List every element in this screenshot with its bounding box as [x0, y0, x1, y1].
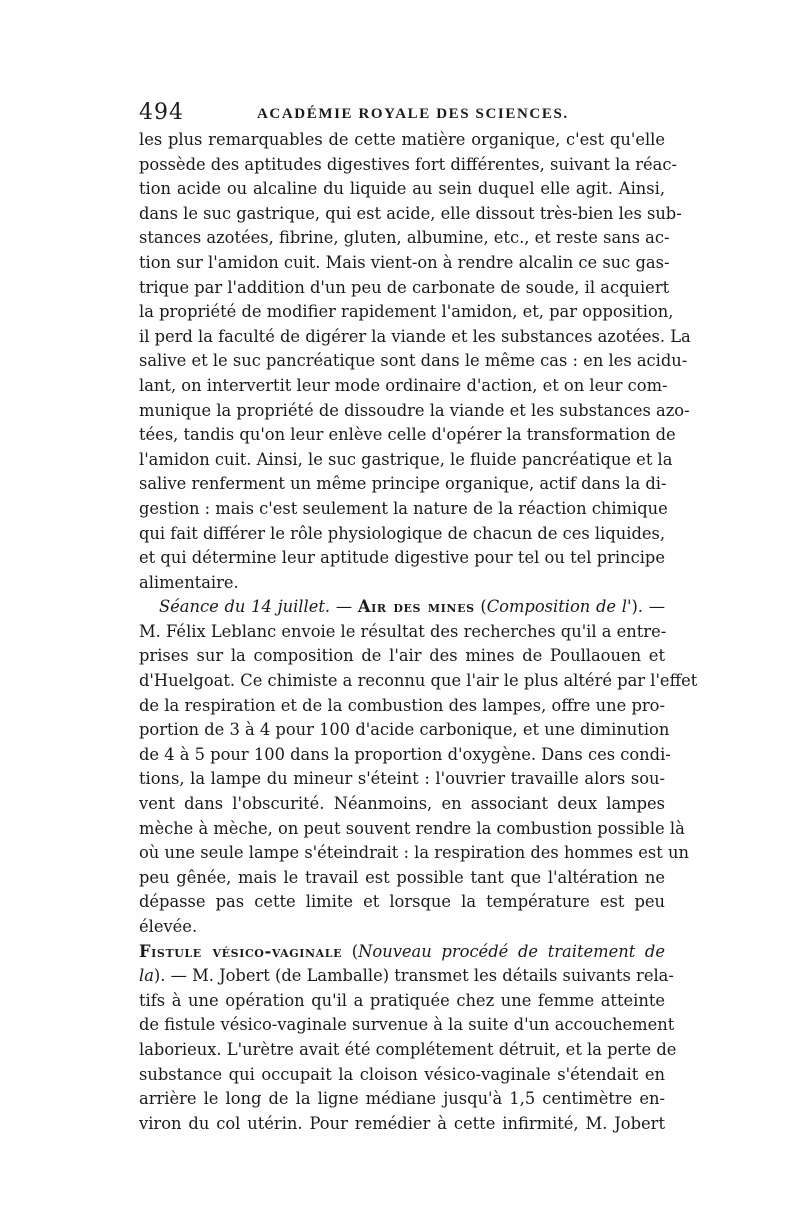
section-subtitle: Nouveau procédé de traitement de [358, 941, 665, 961]
paragraph-fistule [139, 940, 677, 1137]
text-line: tées, tandis qu'on leur enlève celle d'opérer la transformation de [139, 425, 676, 445]
text-line: vent dans l'obscurité. Néanmoins, en associant deux lampes [139, 794, 665, 814]
text-line: dans le suc gastrique, qui est acide, elle dissout très-bien les sub- [139, 203, 682, 223]
heading-paren-open: ( [342, 941, 359, 961]
text-line: stances azotées, fibrine, gluten, albumine, etc., et reste sans ac- [139, 228, 670, 248]
text-line: salive et le suc pancréatique sont dans le même cas : en les acidu- [139, 351, 688, 371]
page-number: 494 [139, 100, 184, 125]
text-line: et qui détermine leur aptitude digestive pour tel ou tel principe [139, 548, 665, 568]
text-line: de fistule vésico-vaginale survenue à la suite d'un accouchement [139, 1015, 675, 1035]
text-line: peu gênée, mais le travail est possible tant que l'altération ne [139, 867, 665, 887]
text-line: substance qui occupait la cloison vésico-vaginale s'étendait en [139, 1064, 665, 1084]
text-line: munique la propriété de dissoudre la viande et les substances azo- [139, 400, 690, 420]
heading-paren-open: ( [474, 597, 487, 617]
text-line: les plus remarquables de cette matière organique, c'est qu'elle [139, 130, 665, 149]
session-date: Séance du 14 juillet. [159, 597, 331, 617]
paragraph-digestion [139, 128, 691, 595]
text-line: arrière le long de la ligne médiane jusqu'à 1,5 centimètre en- [139, 1089, 665, 1109]
text-line: lant, on intervertit leur mode ordinaire d'action, et on leur com- [139, 375, 668, 395]
text-line: tion acide ou alcaline du liquide au sein duquel elle agit. Ainsi, [139, 179, 665, 199]
text-line: possède des aptitudes digestives fort différentes, suivant la réac- [139, 154, 677, 174]
text-line: trique par l'addition d'un peu de carbonate de soude, il acquiert [139, 277, 670, 297]
heading-dash: — [330, 597, 358, 617]
text-line: il perd la faculté de digérer la viande et les substances azotées. La [139, 326, 691, 346]
section-title: Air des mines [357, 597, 475, 617]
heading-paren-close: ). — [631, 597, 665, 617]
text-line: viron du col utérin. Pour remédier à cette infirmité, M. Jobert [139, 1113, 665, 1133]
text-line: alimentaire. [139, 572, 239, 592]
text-line: qui fait différer le rôle physiologique de chacun de ces liquides, [139, 523, 666, 543]
text-line: tifs à une opération qu'il a pratiquée chez une femme atteinte [139, 990, 665, 1010]
text-line: l'amidon cuit. Ainsi, le suc gastrique, le fluide pancréatique et la [139, 449, 673, 469]
text-line: mèche à mèche, on peut souvent rendre la combustion possible là [139, 818, 685, 838]
section-heading-air-des-mines [139, 595, 665, 620]
text-line: dépasse pas cette limite et lorsque la température est peu [139, 892, 665, 912]
text-line: de 4 à 5 pour 100 dans la proportion d'oxygène. Dans ces condi- [139, 744, 671, 764]
text-line [139, 964, 674, 989]
running-head: ACADÉMIE ROYALE DES SCIENCES. [257, 106, 569, 122]
text-line: salive renferment un même principe organique, actif dans la di- [139, 474, 667, 494]
text-line: d'Huelgoat. Ce chimiste a reconnu que l'air le plus altéré par l'effet [139, 671, 698, 691]
text-line: prises sur la composition de l'air des mines de Poullaouen et [139, 646, 665, 666]
text-line: M. Félix Leblanc envoie le résultat des recherches qu'il a entre- [139, 621, 667, 641]
text-line: la propriété de modifier rapidement l'amidon, et, par opposition, [139, 302, 674, 322]
section-heading-fistule [139, 940, 665, 965]
paragraph-air-des-mines [139, 595, 698, 939]
text-line: élevée. [139, 917, 198, 936]
text-line: tions, la lampe du mineur s'éteint : l'ouvrier travaille alors sou- [139, 769, 665, 789]
heading-continuation: ). — M. Jobert (de Lamballe) transmet les détails suivants rela- [153, 966, 674, 986]
text-line: de la respiration et de la combustion des lampes, offre une pro- [139, 695, 665, 715]
text-line: où une seule lampe s'éteindrait : la respiration des hommes est un [139, 843, 689, 863]
section-title: Fistule vésico-vaginale [139, 941, 343, 961]
text-line: gestion : mais c'est seulement la nature de la réaction chimique [139, 498, 668, 518]
page-header [139, 100, 664, 130]
text-line: tion sur l'amidon cuit. Mais vient-on à rendre alcalin ce suc gas- [139, 252, 670, 272]
section-subtitle-end: la [139, 966, 154, 986]
text-line: portion de 3 à 4 pour 100 d'acide carbonique, et une diminution [139, 720, 670, 740]
text-line: laborieux. L'urètre avait été complétement détruit, et la perte de [139, 1039, 677, 1059]
body-text [139, 128, 698, 1136]
section-subtitle: Composition de l' [486, 597, 632, 617]
